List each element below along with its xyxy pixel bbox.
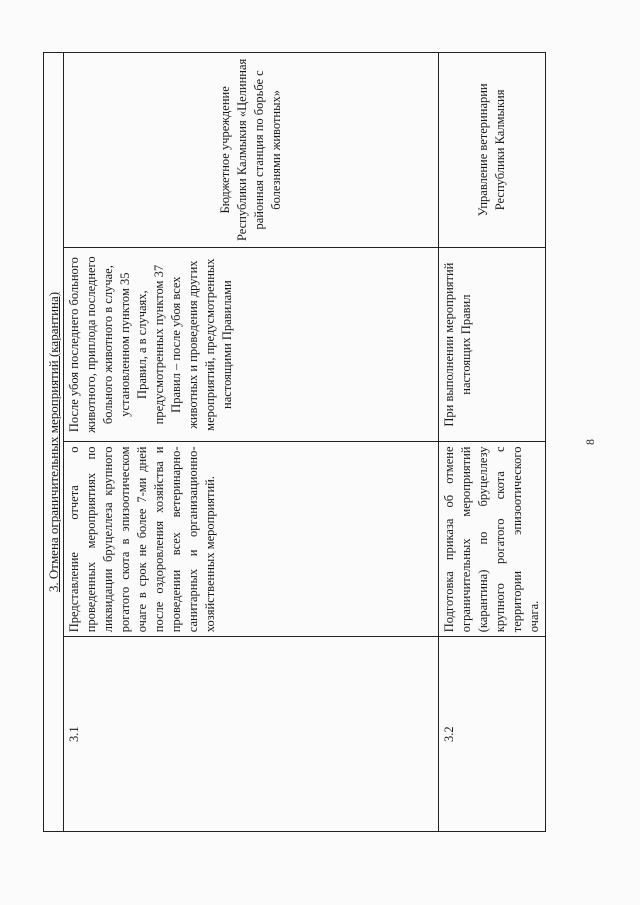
row-number: 3.1	[64, 637, 439, 832]
rotated-table-wrapper	[43, 52, 541, 832]
row-responsible: Управление ветеринарии Республики Калмыкия	[439, 53, 546, 248]
row-number: 3.2	[439, 637, 546, 832]
row-term: После убоя последнего больного животного, приплода последнего больного животного в случае, установленном пунктом 35 Правил, а в случаях, предусмотренных пунктом 37 Правил – после убоя всех животных и проведения других мероприятий, предусмотренных настоящими Правилами	[64, 247, 439, 442]
row-term: При выполнении мероприятий настоящих Правил	[439, 247, 546, 442]
page-number: 8	[583, 439, 597, 445]
section-title: 3. Отмена ограничительных мероприятий (карантина)	[44, 53, 64, 832]
table-row	[439, 53, 546, 832]
section-header-row	[44, 53, 64, 832]
row-action: Представление отчета о проведенных мероприятиях по ликвидации бруцеллеза крупного рогатого скота в эпизоотическом очаге в срок не более 7-ми дней после оздоровления хозяйства и проведении всех ветеринарно-санитарных и организационно-хозяйственных мероприятий.	[64, 442, 439, 637]
table-row	[64, 53, 439, 832]
row-responsible: Бюджетное учреждение Республики Калмыкия «Целинная районная станция по борьбе с болезнями животных»	[64, 53, 439, 248]
row-action: Подготовка приказа об отмене ограничительных мероприятий (карантина) по бруцеллезу крупного рогатого скота с территории эпизоотического очага.	[439, 442, 546, 637]
measures-table	[43, 52, 546, 832]
